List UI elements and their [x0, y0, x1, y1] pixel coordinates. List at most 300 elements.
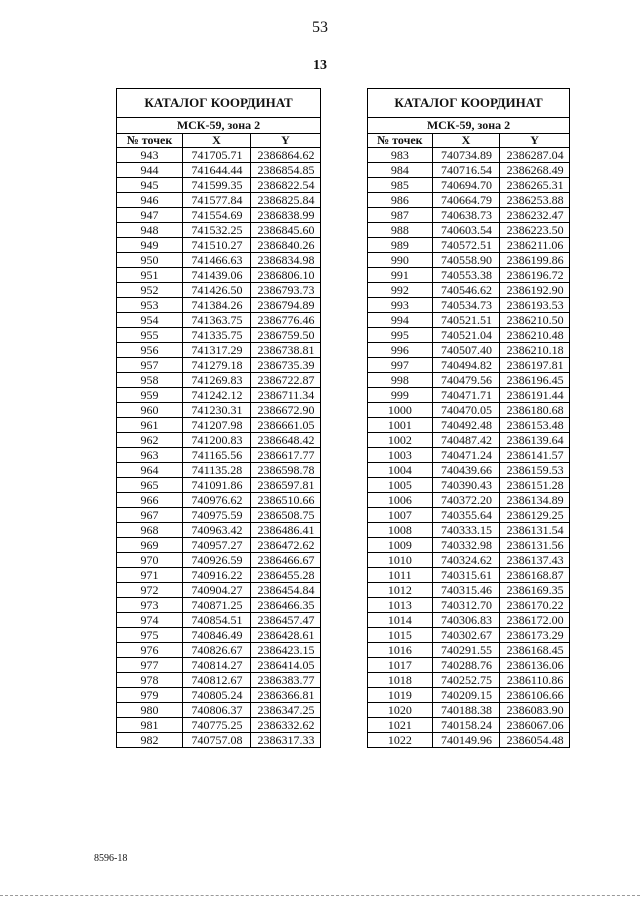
point-number-cell: 947 [117, 208, 183, 223]
x-coordinate-cell: 740291.55 [432, 643, 500, 658]
point-number-cell: 978 [117, 673, 183, 688]
point-number-cell: 976 [117, 643, 183, 658]
x-coordinate-cell: 741230.31 [183, 403, 251, 418]
point-number-cell: 1008 [368, 523, 433, 538]
point-number-cell: 958 [117, 373, 183, 388]
y-coordinate-cell: 2386141.57 [500, 448, 570, 463]
x-coordinate-cell: 740390.43 [432, 478, 500, 493]
x-coordinate-cell: 740826.67 [183, 643, 251, 658]
point-number-cell: 1013 [368, 598, 433, 613]
table-row [368, 208, 570, 223]
x-coordinate-cell: 740288.76 [432, 658, 500, 673]
x-coordinate-cell: 741317.29 [183, 343, 251, 358]
x-coordinate-cell: 740775.25 [183, 718, 251, 733]
y-coordinate-cell: 2386151.28 [500, 478, 570, 493]
point-number-cell: 967 [117, 508, 183, 523]
table-row [117, 703, 321, 718]
y-coordinate-cell: 2386759.50 [251, 328, 321, 343]
y-coordinate-cell: 2386067.06 [500, 718, 570, 733]
point-number-cell: 1002 [368, 433, 433, 448]
x-coordinate-cell: 741207.98 [183, 418, 251, 433]
table-row [368, 448, 570, 463]
y-coordinate-cell: 2386510.66 [251, 493, 321, 508]
point-number-cell: 1007 [368, 508, 433, 523]
x-coordinate-cell: 741269.83 [183, 373, 251, 388]
x-coordinate-cell: 741165.56 [183, 448, 251, 463]
y-coordinate-cell: 2386193.53 [500, 298, 570, 313]
y-coordinate-cell: 2386054.48 [500, 733, 570, 748]
table-row [117, 718, 321, 733]
table-row [368, 688, 570, 703]
y-coordinate-cell: 2386793.73 [251, 283, 321, 298]
point-number-cell: 970 [117, 553, 183, 568]
table-row [368, 178, 570, 193]
table-row [117, 508, 321, 523]
table-row [368, 253, 570, 268]
catalog-rows [368, 148, 570, 748]
y-coordinate-cell: 2386223.50 [500, 223, 570, 238]
y-coordinate-cell: 2386180.68 [500, 403, 570, 418]
y-coordinate-cell: 2386366.81 [251, 688, 321, 703]
point-number-cell: 956 [117, 343, 183, 358]
point-number-cell: 1006 [368, 493, 433, 508]
y-coordinate-cell: 2386347.25 [251, 703, 321, 718]
point-number-cell: 968 [117, 523, 183, 538]
x-coordinate-cell: 741577.84 [183, 193, 251, 208]
table-row [368, 508, 570, 523]
y-coordinate-cell: 2386129.25 [500, 508, 570, 523]
x-coordinate-cell: 740846.49 [183, 628, 251, 643]
point-number-cell: 983 [368, 148, 433, 163]
table-row [368, 658, 570, 673]
table-row [368, 568, 570, 583]
point-number-cell: 949 [117, 238, 183, 253]
x-coordinate-cell: 740479.56 [432, 373, 500, 388]
point-number-cell: 1022 [368, 733, 433, 748]
table-row [117, 358, 321, 373]
column-header-point-number: № точек [117, 134, 183, 148]
y-coordinate-cell: 2386597.81 [251, 478, 321, 493]
x-coordinate-cell: 740975.59 [183, 508, 251, 523]
page-number: 53 [312, 19, 328, 36]
x-coordinate-cell: 740963.42 [183, 523, 251, 538]
point-number-cell: 945 [117, 178, 183, 193]
table-row [368, 493, 570, 508]
x-coordinate-cell: 740188.38 [432, 703, 500, 718]
x-coordinate-cell: 741599.35 [183, 178, 251, 193]
table-row [117, 688, 321, 703]
y-coordinate-cell: 2386210.18 [500, 343, 570, 358]
y-coordinate-cell: 2386455.28 [251, 568, 321, 583]
point-number-cell: 990 [368, 253, 433, 268]
y-coordinate-cell: 2386106.66 [500, 688, 570, 703]
point-number-cell: 944 [117, 163, 183, 178]
table-row [368, 538, 570, 553]
point-number-cell: 966 [117, 493, 183, 508]
point-number-cell: 961 [117, 418, 183, 433]
point-number-cell: 979 [117, 688, 183, 703]
x-coordinate-cell: 740553.38 [432, 268, 500, 283]
point-number-cell: 1014 [368, 613, 433, 628]
y-coordinate-cell: 2386192.90 [500, 283, 570, 298]
point-number-cell: 1010 [368, 553, 433, 568]
point-number-cell: 1011 [368, 568, 433, 583]
x-coordinate-cell: 741279.18 [183, 358, 251, 373]
y-coordinate-cell: 2386672.90 [251, 403, 321, 418]
point-number-cell: 959 [117, 388, 183, 403]
table-row [368, 643, 570, 658]
table-row [117, 373, 321, 388]
table-row [117, 268, 321, 283]
table-row [368, 613, 570, 628]
y-coordinate-cell: 2386211.06 [500, 238, 570, 253]
y-coordinate-cell: 2386825.84 [251, 193, 321, 208]
y-coordinate-cell: 2386170.22 [500, 598, 570, 613]
point-number-cell: 1009 [368, 538, 433, 553]
table-row [117, 388, 321, 403]
table-row [368, 313, 570, 328]
point-number-cell: 1005 [368, 478, 433, 493]
point-number-cell: 946 [117, 193, 183, 208]
x-coordinate-cell: 740854.51 [183, 613, 251, 628]
point-number-cell: 973 [117, 598, 183, 613]
point-number-cell: 960 [117, 403, 183, 418]
table-row [117, 328, 321, 343]
x-coordinate-cell: 740558.90 [432, 253, 500, 268]
y-coordinate-cell: 2386139.64 [500, 433, 570, 448]
column-header-y: Y [500, 134, 570, 148]
x-coordinate-cell: 741384.26 [183, 298, 251, 313]
y-coordinate-cell: 2386268.49 [500, 163, 570, 178]
point-number-cell: 1021 [368, 718, 433, 733]
point-number-cell: 982 [117, 733, 183, 748]
point-number-cell: 975 [117, 628, 183, 643]
y-coordinate-cell: 2386648.42 [251, 433, 321, 448]
y-coordinate-cell: 2386197.81 [500, 358, 570, 373]
y-coordinate-cell: 2386423.15 [251, 643, 321, 658]
point-number-cell: 994 [368, 313, 433, 328]
x-coordinate-cell: 740487.42 [432, 433, 500, 448]
table-row [117, 553, 321, 568]
table-row [368, 718, 570, 733]
point-number-cell: 971 [117, 568, 183, 583]
table-row [117, 598, 321, 613]
table-row [368, 433, 570, 448]
table-row [368, 418, 570, 433]
y-coordinate-cell: 2386486.41 [251, 523, 321, 538]
x-coordinate-cell: 740976.62 [183, 493, 251, 508]
x-coordinate-cell: 741644.44 [183, 163, 251, 178]
table-row [117, 193, 321, 208]
y-coordinate-cell: 2386864.62 [251, 148, 321, 163]
y-coordinate-cell: 2386738.81 [251, 343, 321, 358]
y-coordinate-cell: 2386383.77 [251, 673, 321, 688]
x-coordinate-cell: 740546.62 [432, 283, 500, 298]
column-header-point-number: № точек [368, 134, 433, 148]
table-row [117, 583, 321, 598]
table-row [117, 283, 321, 298]
point-number-cell: 954 [117, 313, 183, 328]
y-coordinate-cell: 2386711.34 [251, 388, 321, 403]
x-coordinate-cell: 741335.75 [183, 328, 251, 343]
table-row [117, 313, 321, 328]
column-header-x: X [183, 134, 251, 148]
table-row [117, 643, 321, 658]
x-coordinate-cell: 740209.15 [432, 688, 500, 703]
x-coordinate-cell: 740716.54 [432, 163, 500, 178]
y-coordinate-cell: 2386794.89 [251, 298, 321, 313]
table-row [117, 673, 321, 688]
y-coordinate-cell: 2386472.62 [251, 538, 321, 553]
table-row [117, 613, 321, 628]
table-row [368, 193, 570, 208]
x-coordinate-cell: 740757.08 [183, 733, 251, 748]
point-number-cell: 986 [368, 193, 433, 208]
y-coordinate-cell: 2386196.45 [500, 373, 570, 388]
point-number-cell: 998 [368, 373, 433, 388]
point-number-cell: 992 [368, 283, 433, 298]
x-coordinate-cell: 740806.37 [183, 703, 251, 718]
point-number-cell: 999 [368, 388, 433, 403]
y-coordinate-cell: 2386168.45 [500, 643, 570, 658]
table-row [368, 478, 570, 493]
table-row [368, 583, 570, 598]
table-row [368, 373, 570, 388]
table-row [368, 388, 570, 403]
x-coordinate-cell: 741135.28 [183, 463, 251, 478]
point-number-cell: 965 [117, 478, 183, 493]
bottom-divider [0, 895, 640, 896]
x-coordinate-cell: 741554.69 [183, 208, 251, 223]
y-coordinate-cell: 2386196.72 [500, 268, 570, 283]
table-row [117, 403, 321, 418]
x-coordinate-cell: 740470.05 [432, 403, 500, 418]
table-row [368, 343, 570, 358]
point-number-cell: 957 [117, 358, 183, 373]
x-coordinate-cell: 740926.59 [183, 553, 251, 568]
point-number-cell: 984 [368, 163, 433, 178]
x-coordinate-cell: 740507.40 [432, 343, 500, 358]
table-row [368, 238, 570, 253]
x-coordinate-cell: 740814.27 [183, 658, 251, 673]
table-row [117, 148, 321, 163]
x-coordinate-cell: 740315.46 [432, 583, 500, 598]
y-coordinate-cell: 2386617.77 [251, 448, 321, 463]
x-coordinate-cell: 740572.51 [432, 238, 500, 253]
x-coordinate-cell: 740521.51 [432, 313, 500, 328]
point-number-cell: 948 [117, 223, 183, 238]
y-coordinate-cell: 2386776.46 [251, 313, 321, 328]
x-coordinate-cell: 741091.86 [183, 478, 251, 493]
coordinate-catalog-right [367, 88, 570, 748]
table-row [117, 628, 321, 643]
table-row [117, 343, 321, 358]
column-header-y: Y [251, 134, 321, 148]
y-coordinate-cell: 2386253.88 [500, 193, 570, 208]
y-coordinate-cell: 2386466.35 [251, 598, 321, 613]
point-number-cell: 1012 [368, 583, 433, 598]
x-coordinate-cell: 740734.89 [432, 148, 500, 163]
y-coordinate-cell: 2386854.85 [251, 163, 321, 178]
point-number-cell: 943 [117, 148, 183, 163]
x-coordinate-cell: 740315.61 [432, 568, 500, 583]
table-row [117, 463, 321, 478]
catalog-title: КАТАЛОГ КООРДИНАТ [117, 89, 321, 118]
point-number-cell: 991 [368, 268, 433, 283]
table-row [368, 298, 570, 313]
table-row [368, 523, 570, 538]
point-number-cell: 969 [117, 538, 183, 553]
y-coordinate-cell: 2386822.54 [251, 178, 321, 193]
y-coordinate-cell: 2386722.87 [251, 373, 321, 388]
x-coordinate-cell: 740158.24 [432, 718, 500, 733]
table-row [117, 733, 321, 748]
point-number-cell: 997 [368, 358, 433, 373]
table-row [368, 733, 570, 748]
x-coordinate-cell: 740916.22 [183, 568, 251, 583]
y-coordinate-cell: 2386317.33 [251, 733, 321, 748]
x-coordinate-cell: 740694.70 [432, 178, 500, 193]
table-row [117, 448, 321, 463]
y-coordinate-cell: 2386153.48 [500, 418, 570, 433]
y-coordinate-cell: 2386414.05 [251, 658, 321, 673]
point-number-cell: 996 [368, 343, 433, 358]
y-coordinate-cell: 2386232.47 [500, 208, 570, 223]
y-coordinate-cell: 2386173.29 [500, 628, 570, 643]
x-coordinate-cell: 740521.04 [432, 328, 500, 343]
table-row [368, 358, 570, 373]
x-coordinate-cell: 741705.71 [183, 148, 251, 163]
table-row [117, 538, 321, 553]
y-coordinate-cell: 2386199.86 [500, 253, 570, 268]
y-coordinate-cell: 2386845.60 [251, 223, 321, 238]
x-coordinate-cell: 740332.98 [432, 538, 500, 553]
point-number-cell: 952 [117, 283, 183, 298]
table-row [368, 268, 570, 283]
x-coordinate-cell: 740638.73 [432, 208, 500, 223]
catalog-zone: МСК-59, зона 2 [368, 118, 570, 134]
table-row [117, 658, 321, 673]
y-coordinate-cell: 2386137.43 [500, 553, 570, 568]
y-coordinate-cell: 2386191.44 [500, 388, 570, 403]
catalog-zone: МСК-59, зона 2 [117, 118, 321, 134]
point-number-cell: 988 [368, 223, 433, 238]
x-coordinate-cell: 740471.24 [432, 448, 500, 463]
table-row [117, 478, 321, 493]
y-coordinate-cell: 2386735.39 [251, 358, 321, 373]
point-number-cell: 989 [368, 238, 433, 253]
y-coordinate-cell: 2386466.67 [251, 553, 321, 568]
y-coordinate-cell: 2386834.98 [251, 253, 321, 268]
y-coordinate-cell: 2386210.50 [500, 313, 570, 328]
table-row [117, 418, 321, 433]
x-coordinate-cell: 740149.96 [432, 733, 500, 748]
x-coordinate-cell: 741439.06 [183, 268, 251, 283]
y-coordinate-cell: 2386598.78 [251, 463, 321, 478]
x-coordinate-cell: 740439.66 [432, 463, 500, 478]
point-number-cell: 964 [117, 463, 183, 478]
y-coordinate-cell: 2386287.04 [500, 148, 570, 163]
table-row [368, 553, 570, 568]
y-coordinate-cell: 2386083.90 [500, 703, 570, 718]
document-code: 8596-18 [94, 853, 128, 864]
point-number-cell: 980 [117, 703, 183, 718]
y-coordinate-cell: 2386134.89 [500, 493, 570, 508]
table-row [368, 328, 570, 343]
y-coordinate-cell: 2386838.99 [251, 208, 321, 223]
point-number-cell: 977 [117, 658, 183, 673]
table-row [368, 628, 570, 643]
y-coordinate-cell: 2386454.84 [251, 583, 321, 598]
point-number-cell: 987 [368, 208, 433, 223]
point-number-cell: 974 [117, 613, 183, 628]
y-coordinate-cell: 2386131.56 [500, 538, 570, 553]
catalog-title: КАТАЛОГ КООРДИНАТ [368, 89, 570, 118]
table-row [117, 178, 321, 193]
table-row [368, 148, 570, 163]
x-coordinate-cell: 741363.75 [183, 313, 251, 328]
point-number-cell: 953 [117, 298, 183, 313]
coordinate-catalog-left [116, 88, 321, 748]
y-coordinate-cell: 2386428.61 [251, 628, 321, 643]
x-coordinate-cell: 741200.83 [183, 433, 251, 448]
x-coordinate-cell: 740372.20 [432, 493, 500, 508]
y-coordinate-cell: 2386136.06 [500, 658, 570, 673]
x-coordinate-cell: 740471.71 [432, 388, 500, 403]
x-coordinate-cell: 740306.83 [432, 613, 500, 628]
x-coordinate-cell: 740957.27 [183, 538, 251, 553]
point-number-cell: 955 [117, 328, 183, 343]
point-number-cell: 1003 [368, 448, 433, 463]
point-number-cell: 1004 [368, 463, 433, 478]
table-row [117, 223, 321, 238]
table-row [117, 163, 321, 178]
x-coordinate-cell: 740805.24 [183, 688, 251, 703]
point-number-cell: 1017 [368, 658, 433, 673]
table-row [117, 568, 321, 583]
x-coordinate-cell: 740664.79 [432, 193, 500, 208]
sheet-number: 13 [313, 58, 327, 73]
x-coordinate-cell: 740603.54 [432, 223, 500, 238]
y-coordinate-cell: 2386210.48 [500, 328, 570, 343]
table-row [368, 223, 570, 238]
x-coordinate-cell: 741510.27 [183, 238, 251, 253]
point-number-cell: 1019 [368, 688, 433, 703]
x-coordinate-cell: 741242.12 [183, 388, 251, 403]
point-number-cell: 963 [117, 448, 183, 463]
x-coordinate-cell: 740492.48 [432, 418, 500, 433]
table-row [117, 493, 321, 508]
x-coordinate-cell: 740904.27 [183, 583, 251, 598]
point-number-cell: 1015 [368, 628, 433, 643]
x-coordinate-cell: 740494.82 [432, 358, 500, 373]
point-number-cell: 1000 [368, 403, 433, 418]
y-coordinate-cell: 2386457.47 [251, 613, 321, 628]
y-coordinate-cell: 2386168.87 [500, 568, 570, 583]
x-coordinate-cell: 741532.25 [183, 223, 251, 238]
table-row [368, 703, 570, 718]
point-number-cell: 981 [117, 718, 183, 733]
point-number-cell: 993 [368, 298, 433, 313]
point-number-cell: 995 [368, 328, 433, 343]
x-coordinate-cell: 740324.62 [432, 553, 500, 568]
y-coordinate-cell: 2386169.35 [500, 583, 570, 598]
table-row [368, 163, 570, 178]
x-coordinate-cell: 740252.75 [432, 673, 500, 688]
point-number-cell: 951 [117, 268, 183, 283]
x-coordinate-cell: 740871.25 [183, 598, 251, 613]
x-coordinate-cell: 740812.67 [183, 673, 251, 688]
